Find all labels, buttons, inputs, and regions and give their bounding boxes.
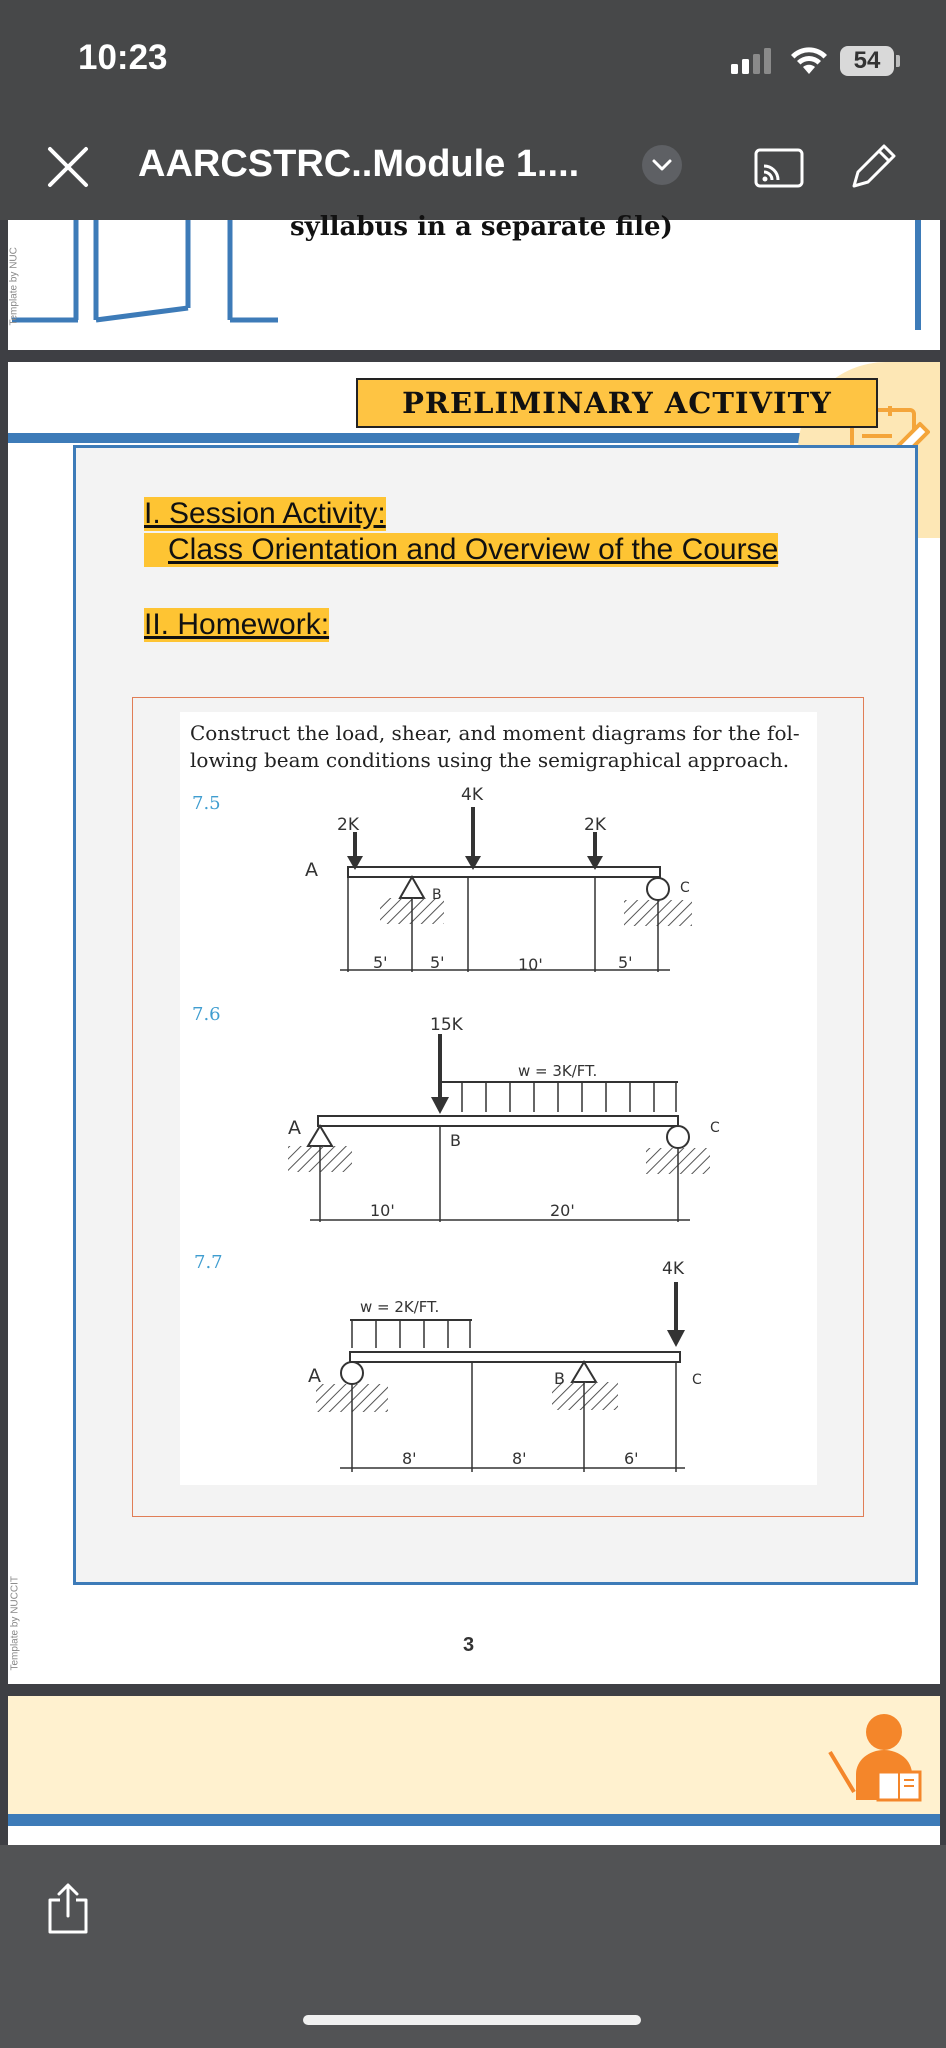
home-indicator[interactable] [303,2015,641,2025]
label-7-7-A: A [308,1365,321,1387]
label-7-7-B: B [554,1369,565,1388]
next-page-rule [8,1814,940,1826]
label-7-5-load1: 2K [337,815,359,835]
problem-number-7-5: 7.5 [192,793,221,814]
label-7-5-d2: 5' [430,953,445,972]
beam-7-5 [340,807,692,972]
beam-diagrams [180,712,817,1485]
instructions-line-1: Construct the load, shear, and moment diagrams for the fol- [190,721,800,745]
label-7-6-B: B [450,1131,461,1150]
label-7-7-d1: 8' [402,1449,417,1468]
template-side-label-main: Template by NUCCIT [9,1576,21,1671]
wifi-icon [790,46,828,76]
previous-page-text: syllabus in a separate file) [290,212,673,242]
cellular-signal-icon [731,48,776,74]
title-dropdown-button[interactable] [642,145,682,185]
header-rule [8,433,868,443]
page-number: 3 [463,1634,475,1656]
beam-7-6 [288,1034,710,1222]
close-icon[interactable] [46,145,90,189]
label-7-5-d1: 5' [373,953,388,972]
next-page-header [8,1696,940,1814]
session-activity-heading: I. Session Activity: [144,497,386,530]
battery-tip [896,55,900,67]
label-7-6-point-load: 15K [430,1015,463,1035]
label-7-5-load2: 4K [461,785,483,805]
label-7-5-A: A [305,859,318,881]
label-7-5-d4: 5' [618,953,633,972]
label-7-7-d2: 8' [512,1449,527,1468]
label-7-6-d1: 10' [370,1201,395,1220]
problem-number-7-6: 7.6 [192,1004,221,1025]
battery-indicator: 54 [840,46,894,76]
template-side-label: Template by NUC [8,247,20,326]
label-7-5-load3: 2K [584,815,606,835]
label-7-7-d3: 6' [624,1449,639,1468]
label-7-7-C: C [692,1372,702,1388]
chevron-down-icon [642,145,682,185]
label-7-5-d3: 10' [518,955,543,974]
label-7-6-d2: 20' [550,1201,575,1220]
status-time: 10:23 [78,38,168,77]
label-7-7-point-load: 4K [662,1259,684,1279]
problem-number-7-7: 7.7 [194,1252,223,1273]
label-7-6-A: A [288,1117,301,1139]
document-title: AARCSTRC..Module 1.... [138,143,580,185]
label-7-5-B: B [432,887,442,903]
teacher-icon [826,1712,924,1802]
session-activity-text: Class Orientation and Overview of the Course [144,533,778,567]
label-7-6-C: C [710,1120,720,1136]
cast-icon[interactable] [754,148,804,188]
homework-heading: II. Homework: [144,608,330,641]
label-7-5-C: C [680,880,690,896]
edit-pencil-icon[interactable] [846,142,898,194]
label-7-7-dist-load: w = 2K/FT. [360,1298,440,1316]
instructions-line-2: lowing beam conditions using the semigraphical approach. [190,748,790,772]
share-icon[interactable] [44,1882,92,1936]
preliminary-activity-banner: PRELIMINARY ACTIVITY [356,378,878,428]
label-7-6-dist-load: w = 3K/FT. [518,1062,598,1080]
